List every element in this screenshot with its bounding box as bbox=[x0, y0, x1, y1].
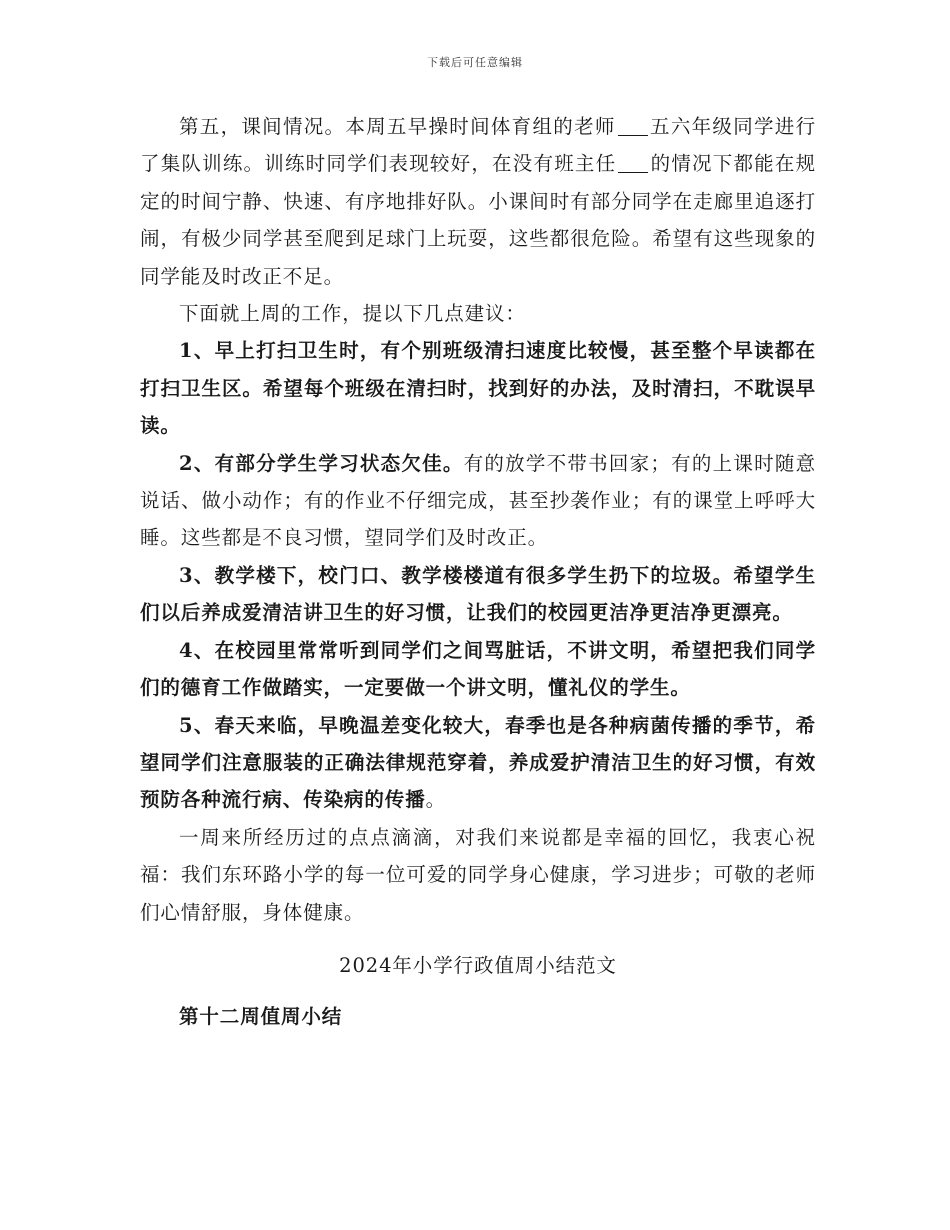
paragraph-closing: 一周来所经历过的点点滴滴，对我们来说都是幸福的回忆，我衷心祝福：我们东环路小学的每一位可爱的同学身心健康，学习进步；可敬的老师们心情舒服，身体健康。 bbox=[140, 825, 816, 924]
paragraph-recess-part-2: 五六年级同学进行了集队训练。训练时同学们表现较好，在没有班主任 bbox=[140, 115, 816, 176]
paragraph-recess bbox=[140, 108, 816, 295]
suggestion-2-heading: 2、有部分学生学习状态欠佳。 bbox=[179, 451, 464, 475]
paragraph-recess-part-3: 的情况下都能在规定的时间宁静、快速、有序地排好队。小课间时有部分同学在走廊里追逐打闹，有极少同学甚至爬到足球门上玩耍，这些都很危险。希望有这些现象的同学能及时改正不足。 bbox=[140, 152, 817, 288]
suggestion-1: 1、早上打扫卫生时，有个别班级清扫速度比较慢，甚至整个早读都在打扫卫生区。希望每个班级在清扫时，找到好的办法，及时清扫，不耽误早读。 bbox=[140, 339, 816, 438]
suggestion-4: 4、在校园里常常听到同学们之间骂脏话，不讲文明，希望把我们同学们的德育工作做踏实，一定要做一个讲文明，懂礼仪的学生。 bbox=[140, 638, 816, 700]
paragraph-suggestions-intro: 下面就上周的工作，提以下几点建议： bbox=[179, 302, 526, 326]
suggestion-2 bbox=[140, 445, 816, 557]
suggestion-5-end: 。 bbox=[425, 788, 447, 812]
page-header: 下载后可任意编辑 bbox=[427, 56, 523, 69]
document-title: 2024年小学行政值周小结范文 bbox=[339, 953, 617, 977]
suggestion-5-text: 5、春天来临，早晚温差变化较大，春季也是各种病菌传播的季节，希望同学们注意服装的正确法律规范穿着，养成爱护清洁卫生的好习惯，有效预防各种流行病、传染病的传播 bbox=[140, 713, 816, 812]
suggestion-2-text: 有的放学不带书回家；有的上课时随意说话、做小动作；有的作业不仔细完成，甚至抄袭作业；有的课堂上呼呼大睡。这些都是不良习惯，望同学们及时改正。 bbox=[140, 451, 816, 550]
fill-blank bbox=[618, 153, 648, 174]
section-heading: 第十二周值周小结 bbox=[179, 1005, 343, 1029]
fill-blank bbox=[618, 116, 648, 137]
suggestion-3: 3、教学楼下，校门口、教学楼楼道有很多学生扔下的垃圾。希望学生们以后养成爱清洁讲卫生的好习惯，让我们的校园更洁净更洁净更漂亮。 bbox=[140, 563, 816, 625]
document-body bbox=[140, 108, 816, 1036]
paragraph-recess-part-1: 第五，课间情况。本周五早操时间体育组的老师 bbox=[179, 115, 616, 138]
suggestion-5 bbox=[140, 707, 816, 819]
